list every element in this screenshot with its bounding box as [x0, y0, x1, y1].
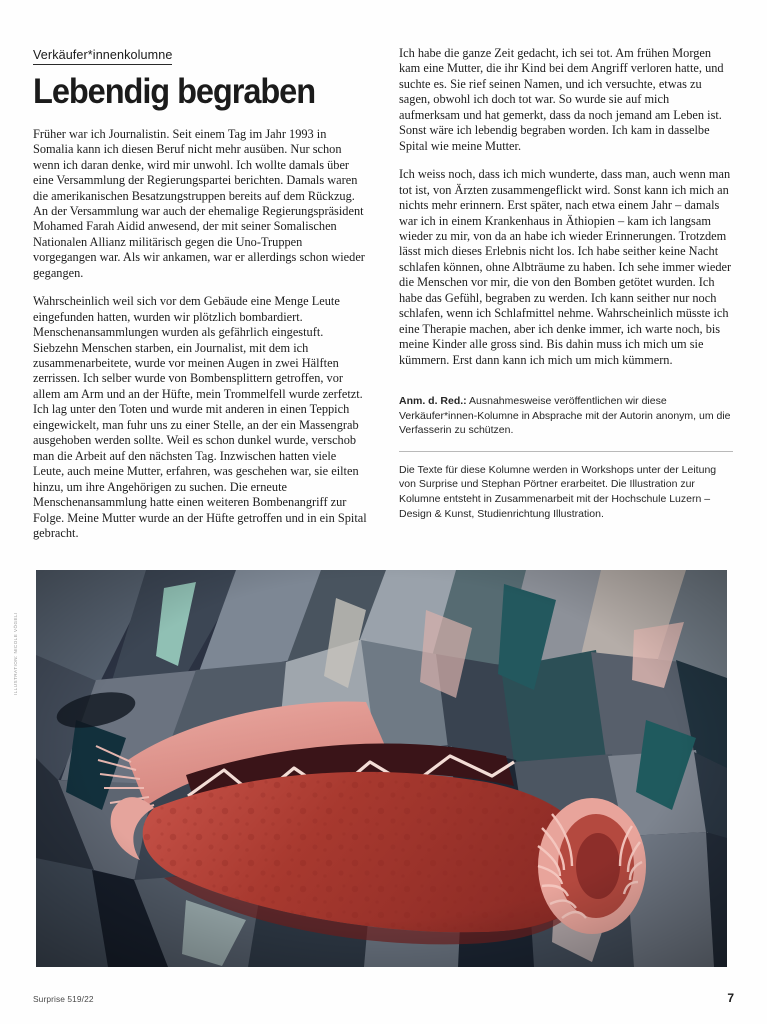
page-number: 7 [727, 991, 734, 1005]
paragraph: Früher war ich Journalistin. Seit einem Tag im Jahr 1993 in Somalia kann ich diesen Beruf nicht mehr ausüben. Nur schon wenn ich daran denke, wird mir unwohl. Ich wollte damals über eine Versammlung der Regierungspartei berichten. Damals waren die amerikanischen Besatzungstruppen bereits auf dem Rückzug. An der Versammlung war auch der ehemalige Regierungspräsident Mohamed Farah Aidid anwesend, der mit seiner Somalischen Nationalen Allianz militärisch gegen die Uno-Truppen vorgegangen war. Als wir ankamen, war er allerdings schon wieder gegangen. [33, 126, 365, 280]
issue-label: Surprise 519/22 [33, 994, 94, 1004]
article-kicker: Verkäufer*innenkolumne [33, 48, 172, 65]
illustration-credit: ILLUSTRATION: NICOLE VÖGELI [13, 612, 18, 695]
column-right [399, 46, 733, 541]
page-title: Lebendig begraben [33, 72, 316, 111]
paragraph: Ich weiss noch, dass ich mich wunderte, dass man, auch wenn man tot ist, von Ärzten zusammengeflickt wird. Sonst kann ich mich an nichts mehr erinnern. Erst später, nach etwa einem Jahr – damals war ich in einem Krankenhaus in Äthiopien – kam ich langsam wieder zu mir, von da an habe ich wieder Erinnerungen. Trotzdem lässt mich dieses Erlebnis nicht los. Ich habe seither keine Nacht schlafen können, ohne Albträume zu haben. Ich sehe immer wieder die Menschen vor mir, die von den Bomben getötet wurden. Ich habe das Gefühl, begraben zu werden. Ich kann seither nur noch schlafen, wenn ich Schlafmittel nehme. Wahrscheinlich müsste ich eine Therapie machen, aber ich denke immer, ich warte noch, bis meine Kinder alle gross sind. Bis dahin muss ich mich um sie kümmern. Erst dann kann ich mich um mich kümmern. [399, 167, 732, 367]
page-footer [33, 991, 734, 1005]
workshop-note: Die Texte für diese Kolumne werden in Workshops unter der Leitung von Surprise und Stephan Pörtner erarbeitet. Die Illustration zur Kolumne entsteht in Zusammenarbeit mit der Hochschule Luzern – Design & Kunst, Studienrichtung Illustration. [399, 463, 717, 520]
editorial-note [399, 394, 733, 438]
illustration-artwork [36, 570, 727, 967]
editorial-note-text: Ausnahmesweise veröffentlichen wir diese Verkäufer*innen-Kolumne in Absprache mit der Autorin anonym, um die Verfasserin zu schützen. [399, 395, 731, 437]
paragraph: Wahrscheinlich weil sich vor dem Gebäude eine Menge Leute eingefunden hatten, wurden wir plötzlich bombardiert. Menschenansammlungen wurden als gefährlich eingestuft. Siebzehn Menschen starben, ein Journalist, mit dem ich zusammenarbeitete, wurde vor meinen Augen in zwei Hälften zerrissen. Ich selber wurde von Bombensplittern getroffen, vor allem am Arm und an der Hüfte, mein Trommelfell wurde zerfetzt. Ich lag unter den Toten und wurde mit anderen in einen Teppich eingewickelt, man fuhr uns zu einer Stelle, an der ein Massengrab ausgehoben werden sollte. Weil es schon dunkel wurde, verschob man die Arbeit auf den nächsten Tag. Inzwischen hatten viele Leute, auch meine Mutter, erfahren, was geschehen war, sie eilten hinzu, um ihre Angehörigen zu suchen. Die erneute Menschenansammlung hatte einen weiteren Bombenangriff zur Folge. Meine Mutter wurde an der Hüfte getroffen und in ein Spital gebracht. [33, 294, 367, 541]
article-body [33, 46, 733, 541]
article-illustration [36, 570, 727, 967]
paragraph: Ich habe die ganze Zeit gedacht, ich sei tot. Am frühen Morgen kam eine Mutter, die ihr Kind bei dem Angriff verloren hatte, und suchte es. Sie rief seinen Namen, und ich versuchte, etwas zu sagen, obwohl ich doch tot war. So wurde sie auf mich aufmerksam und hat gemerkt, dass da noch jemand am Leben ist. Sonst wäre ich lebendig begraben worden. Ich kam in dasselbe Spital wie meine Mutter. [399, 46, 724, 153]
editorial-note-label: Anm. d. Red.: [399, 395, 467, 408]
column-left [33, 46, 367, 541]
section-divider [399, 451, 733, 452]
